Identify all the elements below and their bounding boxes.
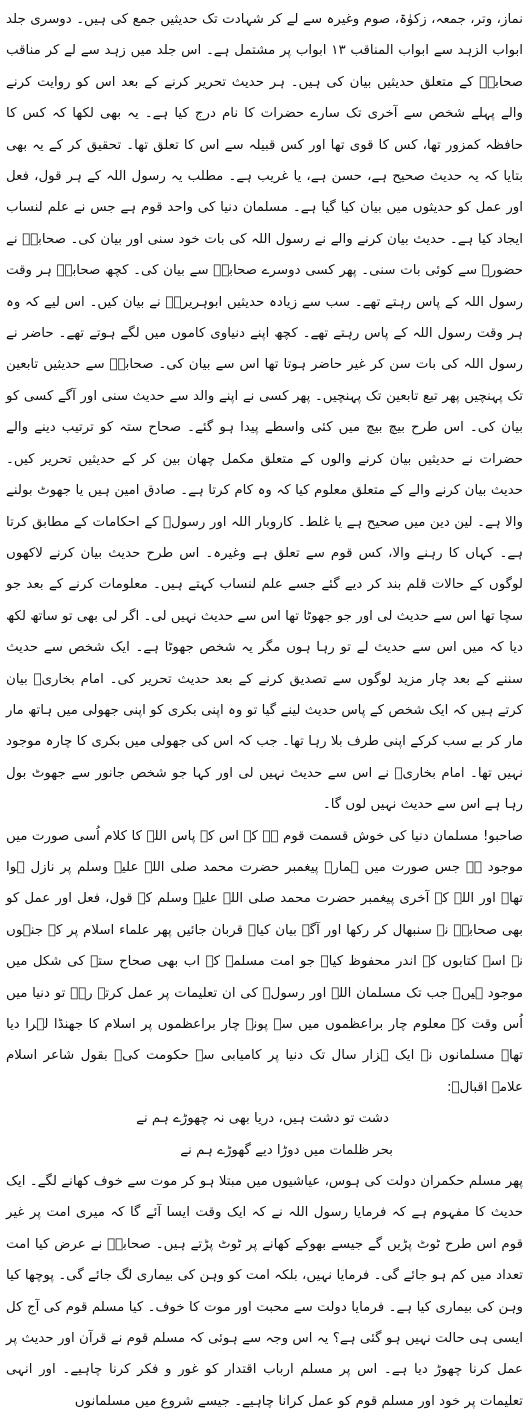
paragraph-hadith-collection: نماز، وتر، جمعہ، زکوٰۃ، صوم وغیرہ سے لے کر شہادت تک حدیثیں جمع کی ہیں۔ دوسری جلد ابواب الزہد سے ابواب المناقب ۱۳ ابواب پر مشتمل ہے۔ اس جلد میں زہد سے لے کر مناقب صحابہؓ کے متعلق حدیثیں بیان کی ہیں۔ ہر حدیث تحریر کرنے کے بعد اس کو روایت کرنے والے پہلے شخص سے آخری تک سارے حضرات کا نام درج کیا ہے۔ یہ بھی لکھا کہ کس کا حافظہ کمزور تھا، کس کا قوی تھا اور کس قبیلہ سے اس کا تعلق تھا۔ تحقیق کر کے یہ بھی بتایا کہ یہ حدیث صحیح ہے، حسن ہے، یا غریب ہے۔ مطلب یہ رسول اللہ کے ہر قول، فعل اور عمل کو حدیثوں میں بیان کیا گیا ہے۔ مسلمان دنیا کی واحد قوم ہے جس نے علم لنساب ایجاد کیا ہے۔ حدیث بیان کرنے والے نے رسول اللہ کی بات خود سنی اور بیان کی۔ صحابہؓ نے حضورؐ سے کوئی بات سنی۔ پھر کسی دوسرے صحابہؓ سے بیان کی۔ کچھ صحابہؓ ہر وقت رسول اللہ کے پاس رہتے تھے۔ سب سے زیادہ حدیثیں ابوہریرہؓ نے بیان کیں۔ اس لیے کہ وہ ہر وقت رسول اللہ کے پاس رہتے تھے۔ کچھ اپنے دنیاوی کاموں میں لگے ہوتے تھے۔ حاضر نے رسول اللہ کی بات سن کر غیر حاضر ہوتا تھا اس سے بیان کی۔ صحابہؓ سے حدیثیں تابعین تک پہنچیں پھر تبع تابعین تک پہنچیں۔ پھر کسی نے اپنے والد سے حدیث سنی اور آگے کسی کو بیان کی۔ اس طرح بیچ بیچ میں کئی واسطے پیدا ہو گئے۔ صحاح ستہ کو ترتیب دینے والے حضرات نے حدیثیں بیان کرنے والوں کے متعلق مکمل چھان بین کر کے حدیثیں تحریر کیں۔ حدیث بیان کرنے والے کے متعلق معلوم کیا کہ وہ کام کرتا ہے۔ صادق امین ہیں یا جھوٹ بولنے والا ہے۔ لین دین میں صحیح ہے یا غلط۔ کاروبار اللہ اور رسولؐ کے احکامات کے مطابق کرتا ہے۔ کہاں کا رہنے والا، کس قوم سے تعلق ہے وغیرہ۔ اس طرح حدیث بیان کرنے لاکھوں لوگوں کے حالات قلم بند کر دیے گئے جسے علم لنساب کہتے ہیں۔ معلومات کرنے کے بعد جو سچا تھا اس سے حدیث لی اور جو جھوٹا تھا اس سے حدیث نہیں لی۔ اگر لی بھی تو ساتھ لکھ دیا کہ میں اس سے حدیث لے تو رہا ہوں مگر یہ شخص جھوٹا ہے۔ ایک شخص سے حدیث سننے کے بعد چار مزید لوگوں سے تصدیق کرنے کے بعد حدیث تحریر کی۔ امام بخاریؒ بیان کرتے ہیں کہ ایک شخص کے پاس حدیث لینے گیا تو وہ اپنی بکری کو اپنی جھولی میں ہاتھ مار مار کر بے سب کرکے اپنی طرف بلا رہا تھا۔ جب کہ اس کی جھولی میں بکری کا چارہ موجود نہیں تھا۔ امام بخاریؒ نے اس سے حدیث نہیں لی اور کہا جو شخص جانور سے جھوٹ بول رہا ہے اس سے حدیث نہیں لوں گا۔ <box>6 12 523 813</box>
paragraph-closing: پھر مسلم حکمران دولت کی ہوس، عیاشیوں میں مبتلا ہو کر موت سے خوف کھانے لگے۔ ایک حدیث کا مفہوم ہے کہ فرمایا رسول اللہ نے کہ ایک وقت ایسا آئے گا کہ میری امت پر غیر قوم اس طرح ٹوٹ پڑیں گے جیسے بھوکے کھانے پر ٹوٹ پڑتے ہیں۔ صحابہؓ نے عرض کیا امت تعداد میں کم ہو جائے گی۔ فرمایا نہیں، بلکہ امت کو وہن کی بیماری لگ جائے گی۔ پوچھا کیا وہن کی بیماری کیا ہے۔ فرمایا دولت سے محبت اور موت کا خوف۔ کیا مسلم قوم کی آج کل ایسی ہی حالت نہیں ہو گئی ہے؟ یہ اس وجہ سے ہوئی کہ مسلم قوم نے قرآن اور حدیث پر عمل کرنا چھوڑ دیا ہے۔ اس پر مسلم ارباب اقتدار کو غور و فکر کرنا چاہیے۔ اور انہی تعلیمات پر خود اور مسلم قوم کو عمل کرانا چاہیے۔ جیسے شروع میں مسلمانوں <box>6 1174 523 1409</box>
verse-line-2: بحر ظلمات میں دوڑا دیے گھوڑے ہم نے <box>180 1142 393 1158</box>
paragraph-muslim-history: صاحبو! مسلمان دنیا کی خوش قسمت قوم ہے کہ اس کے پاس اللہ کا کلام اُسی صورت میں موجود ہے جس صورت میں ہمارے پیغمبر حضرت محمد صلی اللہ علیہ وسلم پر نازل ہوا تھا۔ اور اللہ کے آخری پیغمبر حضرت محمد صلی اللہ علیہ وسلم کے قول، فعل اور عمل کو بھی صحابہؓ نے سنبھال کر رکھا اور آگے بیان کیا۔ قربان جائیں پھر علماء اسلام پر کہ جنہوں نے اسے کتابوں کے اندر محفوظ کیا۔ جو امت مسلمہ کے اب بھی صحاح ستہ کی شکل میں موجود ہیں۔ جب تک مسلمان اللہ اور رسولؐ کی ان تعلیمات پر عمل کرتے رہے تو دنیا میں اُس وقت کے معلوم چار براعظموں میں سے پونے چار براعظموں پر اسلام کا جھنڈا لہرا دیا تھا۔ مسلمانوں نے ایک ہزار سال تک دنیا پر کامیابی سے حکومت کی۔ بقول شاعر اسلام علامہ اقبالؒ: <box>6 828 523 1095</box>
iqbal-verse <box>6 1103 523 1166</box>
verse-line-1: دشت تو دشت ہیں، دریا بھی نہ چھوڑے ہم نے <box>136 1111 389 1127</box>
